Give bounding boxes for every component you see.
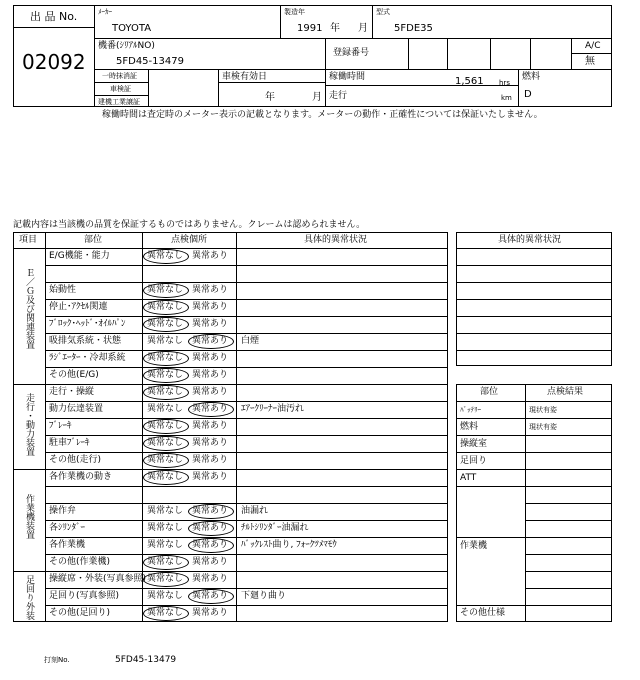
undercarriage-label: 足回り <box>460 456 488 466</box>
battery-value: 現状有姿 <box>529 406 557 414</box>
row-part-label: 操縦席・外装(写真参照) <box>49 574 147 584</box>
group-label-drive: 走行・動力装置 <box>24 393 34 456</box>
stamp-value: 5FD45-13479 <box>115 655 177 665</box>
option-abnormal: 異常あり <box>192 557 229 567</box>
option-abnormal: 異常あり <box>192 336 229 346</box>
result-col-result: 点検結果 <box>547 387 584 397</box>
month-unit: 月 <box>358 23 368 34</box>
option-normal: 異常なし <box>147 438 184 448</box>
row-detail: ﾊﾞｯｸﾚｽﾄ曲り, ﾌｫｰｸﾂﾒﾏﾓｳ <box>241 540 337 550</box>
distance-unit: km <box>501 94 512 102</box>
option-normal: 異常なし <box>147 285 184 295</box>
battery-label: ﾊﾞｯﾃﾘｰ <box>460 406 481 414</box>
row-part-label: 各ｼﾘﾝﾀﾞｰ <box>49 523 86 533</box>
option-normal: 異常なし <box>147 574 184 584</box>
col-item-header: 項目 <box>19 235 38 245</box>
distance-label: 走行 <box>329 91 348 101</box>
row-part-label: その他(走行) <box>49 455 102 465</box>
option-abnormal: 異常あり <box>192 387 229 397</box>
option-abnormal: 異常あり <box>192 506 229 516</box>
row-part-label: その他(E/G) <box>49 370 99 380</box>
option-abnormal: 異常あり <box>192 302 229 312</box>
circle-mark-normal <box>143 419 189 434</box>
group-label-under: 足回り外装 <box>24 575 34 620</box>
right-detail-title: 具体的異常状況 <box>498 235 562 245</box>
maker-label: ﾒｰｶｰ <box>98 8 112 16</box>
row-detail: ｴｱｰｸﾘｰﾅｰ油汚れ <box>241 404 305 414</box>
machine-no-label: 機番(ｼﾘｱﾙNO) <box>98 41 155 51</box>
hours-value: 1,561 <box>455 76 484 87</box>
expiry-year-unit: 年 <box>265 92 275 103</box>
option-normal: 異常なし <box>147 591 184 601</box>
option-abnormal: 異常あり <box>192 540 229 550</box>
option-abnormal: 異常あり <box>192 421 229 431</box>
circle-mark-normal <box>143 470 189 485</box>
construction-cert-label: 建機工業譲証 <box>98 98 140 106</box>
option-abnormal: 異常あり <box>192 370 229 380</box>
row-part-label: 駐車ﾌﾞﾚｰｷ <box>49 438 90 448</box>
row-part-label: 各作業機 <box>49 540 86 550</box>
row-part-label: 各作業機の動き <box>49 472 113 482</box>
option-normal: 異常なし <box>147 421 184 431</box>
option-normal: 異常なし <box>147 251 184 261</box>
work-label: 作業機 <box>460 541 488 551</box>
circle-mark-abnormal <box>188 538 234 553</box>
circle-mark-normal <box>143 351 189 366</box>
serial-label: 出 品 No. <box>30 10 78 23</box>
circle-mark-abnormal <box>188 521 234 536</box>
fuel-result-value: 現状有姿 <box>529 423 557 431</box>
fuel-result-label: 燃料 <box>460 422 479 432</box>
circle-mark-normal <box>143 300 189 315</box>
option-normal: 異常なし <box>147 319 184 329</box>
reg-label: 登録番号 <box>333 48 370 58</box>
circle-mark-abnormal <box>188 504 234 519</box>
option-normal: 異常なし <box>147 387 184 397</box>
ac-label: A/C <box>585 41 601 51</box>
fuel-value: D <box>524 89 532 100</box>
col-check-header: 点検個所 <box>171 235 208 245</box>
option-abnormal: 異常あり <box>192 455 229 465</box>
row-part-label: ﾌﾞﾛｯｸ･ﾍｯﾄﾞ･ｵｲﾙﾊﾟﾝ <box>49 319 126 329</box>
hours-note: 稼働時間は査定時のメーター表示の記載となります。メーターの動作・正確性については保証いたしません。 <box>102 110 543 120</box>
expiry-month-unit: 月 <box>312 92 322 103</box>
att-label: ATT <box>460 473 477 483</box>
year-unit: 年 <box>330 23 340 34</box>
group-label-engine: Ｅ／Ｇ及び関連装置 <box>24 268 34 349</box>
option-normal: 異常なし <box>147 608 184 618</box>
circle-mark-normal <box>143 249 189 264</box>
row-part-label: その他(作業機) <box>49 557 111 567</box>
group-label-work: 作業機装置 <box>24 494 34 539</box>
circle-mark-abnormal <box>188 589 234 604</box>
option-normal: 異常なし <box>147 506 184 516</box>
option-normal: 異常なし <box>147 472 184 482</box>
option-abnormal: 異常あり <box>192 319 229 329</box>
circle-mark-normal <box>143 385 189 400</box>
option-abnormal: 異常あり <box>192 285 229 295</box>
circle-mark-normal <box>143 453 189 468</box>
option-abnormal: 異常あり <box>192 574 229 584</box>
option-normal: 異常なし <box>147 557 184 567</box>
other-spec-label: その他仕様 <box>460 608 506 618</box>
model-label: 型式 <box>376 8 390 16</box>
option-abnormal: 異常あり <box>192 472 229 482</box>
model-value: 5FDE35 <box>394 23 433 34</box>
circle-mark-normal <box>143 283 189 298</box>
option-abnormal: 異常あり <box>192 251 229 261</box>
col-part-header: 部位 <box>84 235 103 245</box>
row-part-label: 始動性 <box>49 285 77 295</box>
row-part-label: 吸排気系統・状態 <box>49 336 122 346</box>
circle-mark-normal <box>143 572 189 587</box>
machine-no-value: 5FD45-13479 <box>116 56 184 67</box>
result-col-part: 部位 <box>480 387 499 397</box>
option-normal: 異常なし <box>147 455 184 465</box>
option-normal: 異常なし <box>147 540 184 550</box>
row-part-label: ﾗｼﾞｴｰﾀｰ・冷却系統 <box>49 353 126 363</box>
option-abnormal: 異常あり <box>192 353 229 363</box>
option-abnormal: 異常あり <box>192 608 229 618</box>
option-normal: 異常なし <box>147 302 184 312</box>
option-abnormal: 異常あり <box>192 438 229 448</box>
row-part-label: ﾌﾞﾚｰｷ <box>49 421 72 431</box>
maker-value: TOYOTA <box>112 23 152 34</box>
row-detail: 油漏れ <box>241 506 269 516</box>
row-part-label: 動力伝達装置 <box>49 404 104 414</box>
circle-mark-abnormal <box>188 334 234 349</box>
cabin-label: 操縦室 <box>460 439 488 449</box>
hours-label: 稼働時間 <box>329 72 366 82</box>
disclaimer: 記載内容は当該機の品質を保証するものではありません。クレームは認められません。 <box>13 220 366 230</box>
row-part-label: 足回り(写真参照) <box>49 591 120 601</box>
circle-mark-normal <box>143 606 189 621</box>
circle-mark-normal <box>143 368 189 383</box>
option-normal: 異常なし <box>147 370 184 380</box>
row-part-label: 走行・操縦 <box>49 387 95 397</box>
circle-mark-normal <box>143 436 189 451</box>
serial-value: 02092 <box>22 50 86 74</box>
row-part-label: E/G機能・能力 <box>49 251 110 261</box>
option-abnormal: 異常あり <box>192 591 229 601</box>
inspection-expiry-label: 車検有効日 <box>222 72 268 82</box>
row-part-label: その他(足回り) <box>49 608 111 618</box>
fuel-label: 燃料 <box>522 72 541 82</box>
option-abnormal: 異常あり <box>192 404 229 414</box>
year-label: 製造年 <box>284 8 305 16</box>
circle-mark-abnormal <box>188 402 234 417</box>
row-part-label: 停止･ｱｸｾﾙ関連 <box>49 302 108 312</box>
inspection-cert-label: 車検証 <box>110 85 131 93</box>
option-normal: 異常なし <box>147 353 184 363</box>
option-abnormal: 異常あり <box>192 523 229 533</box>
year-value: 1991 <box>297 23 323 34</box>
row-detail: ﾁﾙﾄｼﾘﾝﾀﾞｰ油漏れ <box>241 523 309 533</box>
col-detail-header: 具体的異常状況 <box>304 235 368 245</box>
hours-unit: hrs <box>499 79 510 87</box>
ac-value: 無 <box>585 56 595 67</box>
circle-mark-normal <box>143 555 189 570</box>
row-detail: 下廻り曲り <box>241 591 287 601</box>
option-normal: 異常なし <box>147 523 184 533</box>
temp-reg-label: 一時抹消証 <box>102 72 137 80</box>
circle-mark-normal <box>143 317 189 332</box>
option-normal: 異常なし <box>147 404 184 414</box>
stamp-label: 打刻No. <box>44 656 70 664</box>
row-detail: 白煙 <box>241 336 260 346</box>
row-part-label: 操作弁 <box>49 506 77 516</box>
option-normal: 異常なし <box>147 336 184 346</box>
